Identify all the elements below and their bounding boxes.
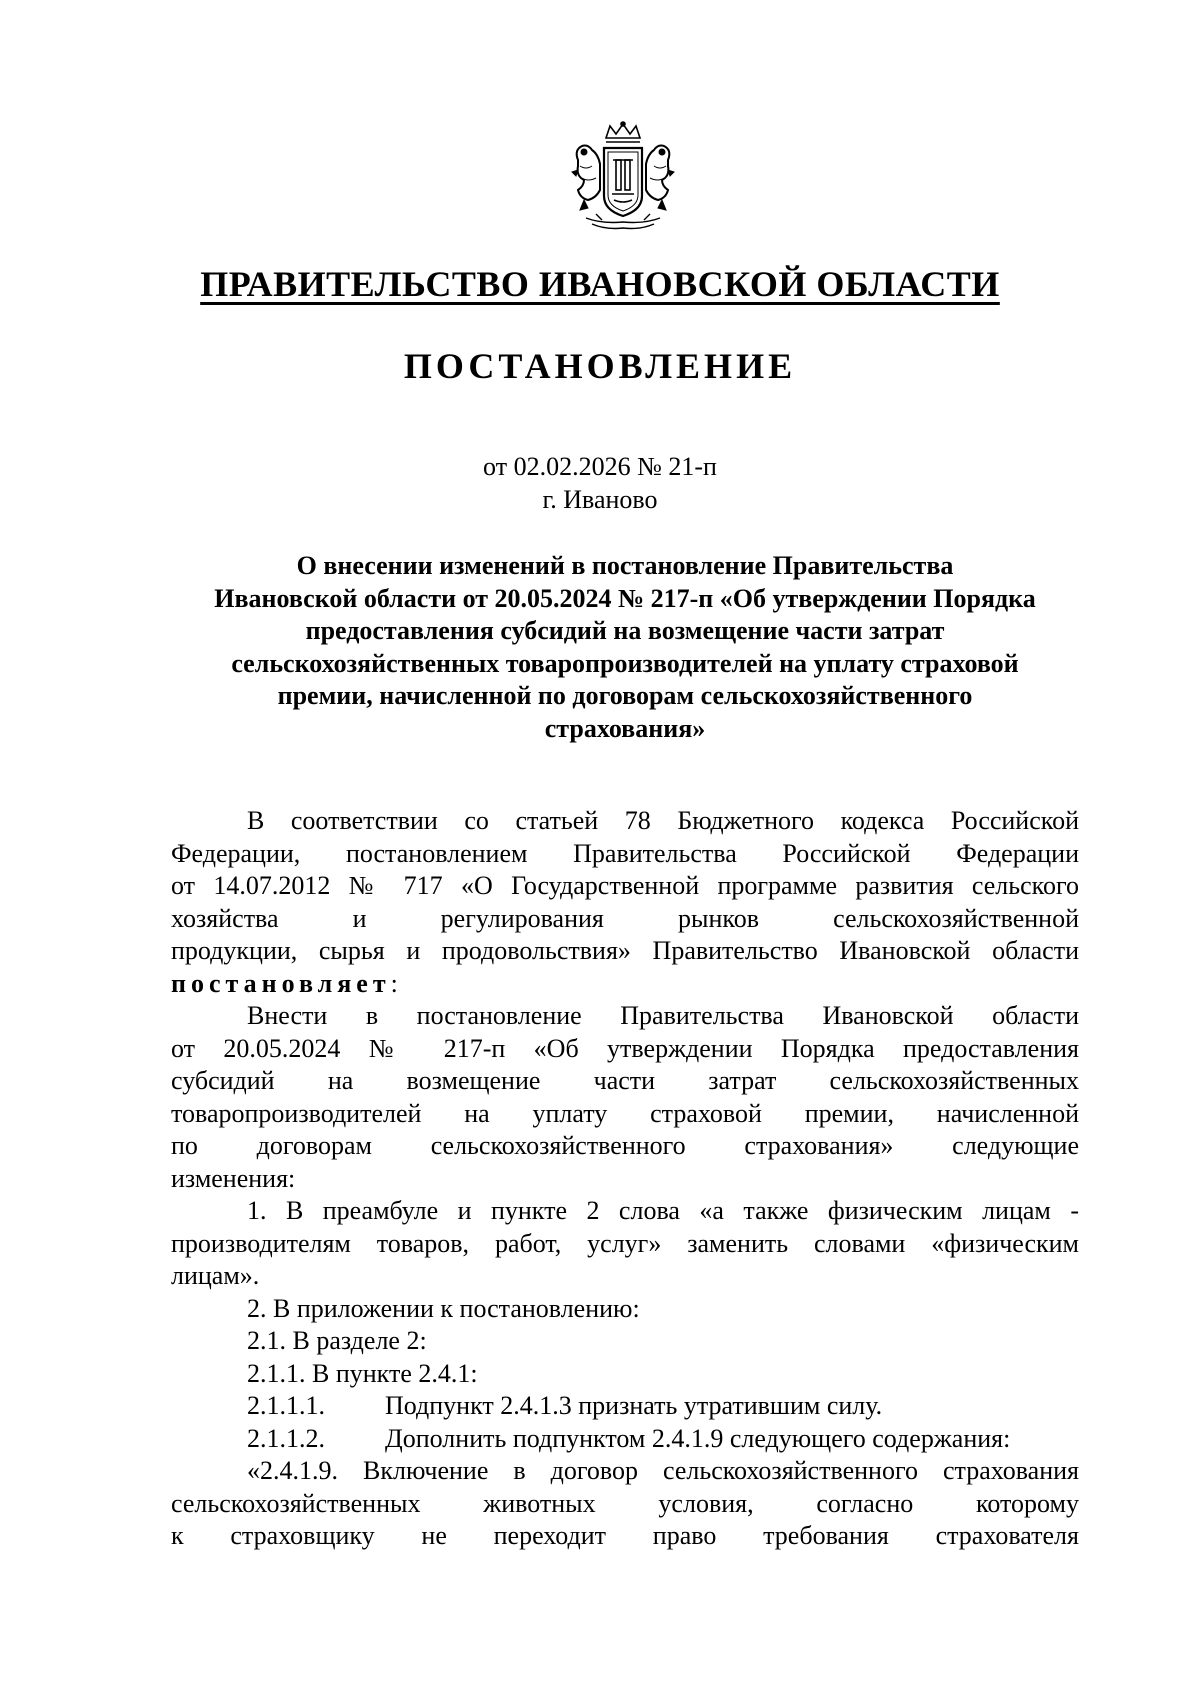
subject-line: премии, начисленной по договорам сельскохозяйственного (277, 681, 973, 710)
subject-line: О внесении изменений в постановление Правительства (296, 551, 954, 580)
quote-line: к страховщику не переходит право требования страхователя (171, 1521, 1079, 1550)
document-body (171, 805, 1079, 1553)
preamble-line: В соответствии со статьей 78 Бюджетного кодекса Российской (247, 806, 1079, 835)
preamble-line: продукции, сырья и продовольствия» Правительство Ивановской области (171, 936, 1079, 965)
document-date-number: от 02.02.2026 № 21-п (483, 452, 717, 481)
intro-line: по договорам сельскохозяйственного страхования» следующие (171, 1131, 1079, 1160)
item-2-1-1-2-line (171, 1423, 1079, 1456)
document-subject (170, 550, 1080, 745)
document-city: г. Иваново (542, 485, 658, 514)
intro-line: от 20.05.2024 № 217-п «Об утверждении Порядка предоставления (171, 1033, 1079, 1063)
quote-line: сельскохозяйственных животных условия, согласно которому (171, 1488, 1079, 1518)
government-title: ПРАВИТЕЛЬСТВО ИВАНОВСКОЙ ОБЛАСТИ (200, 264, 1000, 304)
subject-line: предоставления субсидий на возмещение части затрат (305, 616, 945, 645)
intro-line: товаропроизводителей на уплату страховой премии, начисленной (171, 1098, 1079, 1128)
ivanovo-coat-of-arms-icon (566, 120, 680, 232)
decree-line (171, 968, 1079, 1001)
preamble-line: от 14.07.2012 № 717 «О Государственной программе развития сельского (171, 871, 1079, 900)
intro-line: изменения: (171, 1163, 296, 1193)
item-text: Подпункт 2.4.1.3 признать утратившим силу. (385, 1391, 883, 1420)
decree-colon: : (390, 968, 398, 998)
quote-line: «2.4.1.9. Включение в договор сельскохозяйственного страхования (247, 1456, 1079, 1485)
intro-line: Внести в постановление Правительства Ивановской области (247, 1001, 1079, 1030)
item-text: Дополнить подпунктом 2.4.1.9 следующего содержания: (385, 1423, 1011, 1453)
subject-line: Ивановской области от 20.05.2024 № 217-п «Об утверждении Порядка (214, 583, 1036, 613)
preamble-line: Федерации, постановлением Правительства Российской Федерации (171, 838, 1079, 868)
item-number: 2.1.1.1. (247, 1391, 325, 1420)
item-2-1-1-line: 2.1.1. В пункте 2.4.1: (247, 1358, 478, 1388)
item-2-1-1-1-line (171, 1390, 1079, 1423)
item-1-line: 1. В преамбуле и пункте 2 слова «а также физическим лицам - (247, 1196, 1079, 1225)
subject-line: страхования» (544, 713, 706, 743)
item-number: 2.1.1.2. (247, 1423, 325, 1453)
intro-line: субсидий на возмещение части затрат сельскохозяйственных (171, 1066, 1079, 1095)
decree-word: постановляет (171, 968, 391, 998)
subject-line: сельскохозяйственных товаропроизводителей на уплату страховой (231, 648, 1019, 678)
item-2-1-line: 2.1. В разделе 2: (247, 1326, 427, 1355)
document-type: ПОСТАНОВЛЕНИЕ (403, 346, 797, 386)
item-1-line: производителям товаров, работ, услуг» заменить словами «физическим (171, 1228, 1079, 1258)
preamble-line: хозяйства и регулирования рынков сельскохозяйственной (171, 903, 1079, 933)
item-2-line: 2. В приложении к постановлению: (247, 1293, 640, 1323)
item-1-line: лицам». (171, 1261, 260, 1290)
